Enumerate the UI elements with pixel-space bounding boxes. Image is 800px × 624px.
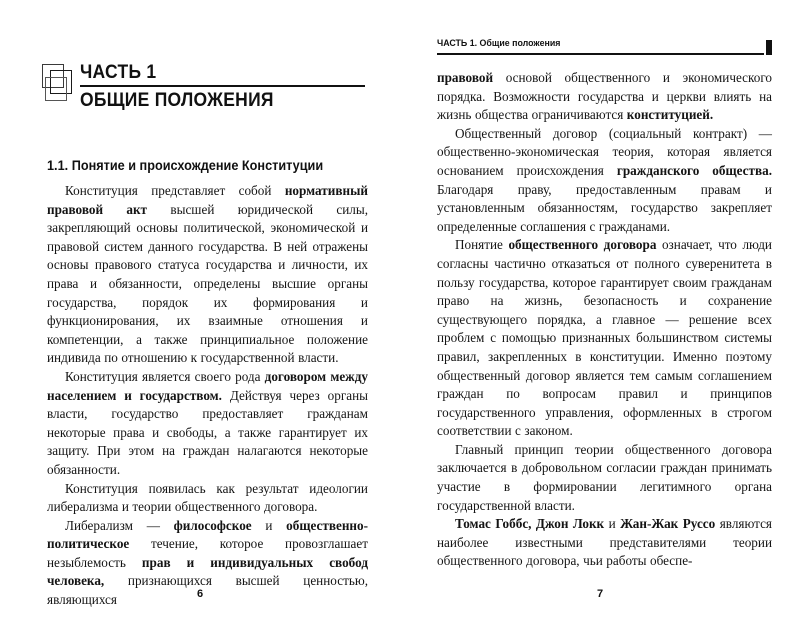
paragraph	[47, 182, 368, 368]
emphasis-text: общественного договора	[508, 237, 657, 253]
body-text: течение, которое провозглашает незыблемость	[47, 536, 368, 570]
paragraph	[437, 441, 772, 515]
body-text: высшей юридической силы, закрепляющий основы политической, экономической и правовой систем данного государства. В ней отражены основы правового статуса государства и личности, их права и обязанности, определены высшие органы государства, порядок их формирования и функционирования, их взаимные отношения и компетенции, а также принципиальное положение индивида по отношению к государственной власти.	[47, 201, 368, 366]
emphasis-text: Жан-Жак Руссо	[620, 516, 716, 532]
section-heading: 1.1. Понятие и происхождение Конституции	[47, 158, 324, 173]
body-text: Конституция появилась как результат идеологии либерализма и теории общественного договора.	[47, 480, 368, 515]
emphasis-text: нормативный правовой акт	[47, 183, 368, 217]
body-text: и	[251, 517, 287, 533]
page-number-left: 6	[196, 588, 204, 600]
emphasis-text: прав и индивидуальных свобод человека,	[47, 554, 368, 589]
emphasis-text: Томас Гоббс, Джон Локк	[455, 516, 605, 532]
paragraph	[47, 368, 368, 480]
body-text: Главный принцип теории общественного договора заключается в добровольном согласии граждан принимать участие в формировании легитимного органа государственной власти.	[437, 441, 772, 513]
emphasis-text: правовой	[437, 70, 494, 85]
body-text: Конституция является своего рода	[65, 368, 265, 384]
body-text: признающихся высшей ценностью, являющихся	[47, 573, 368, 608]
part-title-row	[80, 62, 368, 83]
body-text: Понятие	[455, 237, 509, 253]
body-text: Конституция представляет собой	[65, 183, 285, 198]
part-heading-block	[47, 62, 368, 120]
squares-logo-icon	[42, 64, 76, 104]
emphasis-text: конституцией.	[626, 107, 714, 123]
body-text: Действуя через органы власти, государство предоставляет гражданам некоторые права и свободы, а также гарантирует их защиту. При этом на граждан налагаются некоторые обязанности.	[47, 387, 369, 477]
emphasis-text: гражданского общества.	[616, 162, 772, 178]
left-body-column	[47, 182, 368, 610]
emphasis-text: общественно-политическое	[47, 517, 368, 552]
body-text: Благодаря праву, предоставленным правам и установленным обязанностям, государство закрепляет определенные соглашения с гражданами.	[437, 181, 772, 234]
paragraph	[437, 69, 772, 125]
body-text: и	[604, 516, 621, 532]
part-title-rule	[80, 85, 365, 87]
paragraph	[437, 515, 772, 571]
part-subtitle: ОБЩИЕ ПОЛОЖЕНИЯ	[80, 90, 274, 111]
right-body-column	[437, 69, 772, 571]
paragraph	[47, 480, 368, 517]
running-header-tab-marker	[766, 40, 772, 55]
running-header	[437, 38, 772, 60]
paragraph	[437, 125, 772, 237]
emphasis-text: философское	[173, 517, 252, 533]
page-number-right: 7	[596, 588, 604, 600]
right-page	[400, 0, 800, 624]
emphasis-text: договором между населением и государством.	[47, 368, 368, 403]
body-text: Либерализм —	[65, 517, 174, 533]
paragraph	[437, 236, 772, 441]
body-text: Общественный договор (социальный контракт) — общественно-экономическая теория, которая является основанием происхождения	[437, 125, 772, 178]
part-title: ЧАСТЬ 1	[80, 62, 157, 83]
body-text: являются наиболее известными представителями теории общественного договора, чьи работы обеспе-	[437, 516, 772, 569]
running-header-rule	[437, 53, 764, 55]
running-header-text: ЧАСТЬ 1. Общие положения	[437, 38, 561, 49]
body-text: основой общественного и экономического порядка. Возможности государства и церкви влиять на жизнь общества ограничиваются	[437, 70, 772, 123]
body-text: означает, что люди согласны частично отказаться от полного суверенитета в пользу государства, которое гарантирует своим гражданам право на жизнь, безопасность и сохранение существующего порядка, а главное — решение всех проблем с помощью признанных большинством системы правил, закрепленных в конституции. Именно поэтому общественный договор является тем самым соглашением граждан по вопросам правил и принципов государственного управления, оформленных в строгом соответствии с законом.	[437, 237, 772, 439]
